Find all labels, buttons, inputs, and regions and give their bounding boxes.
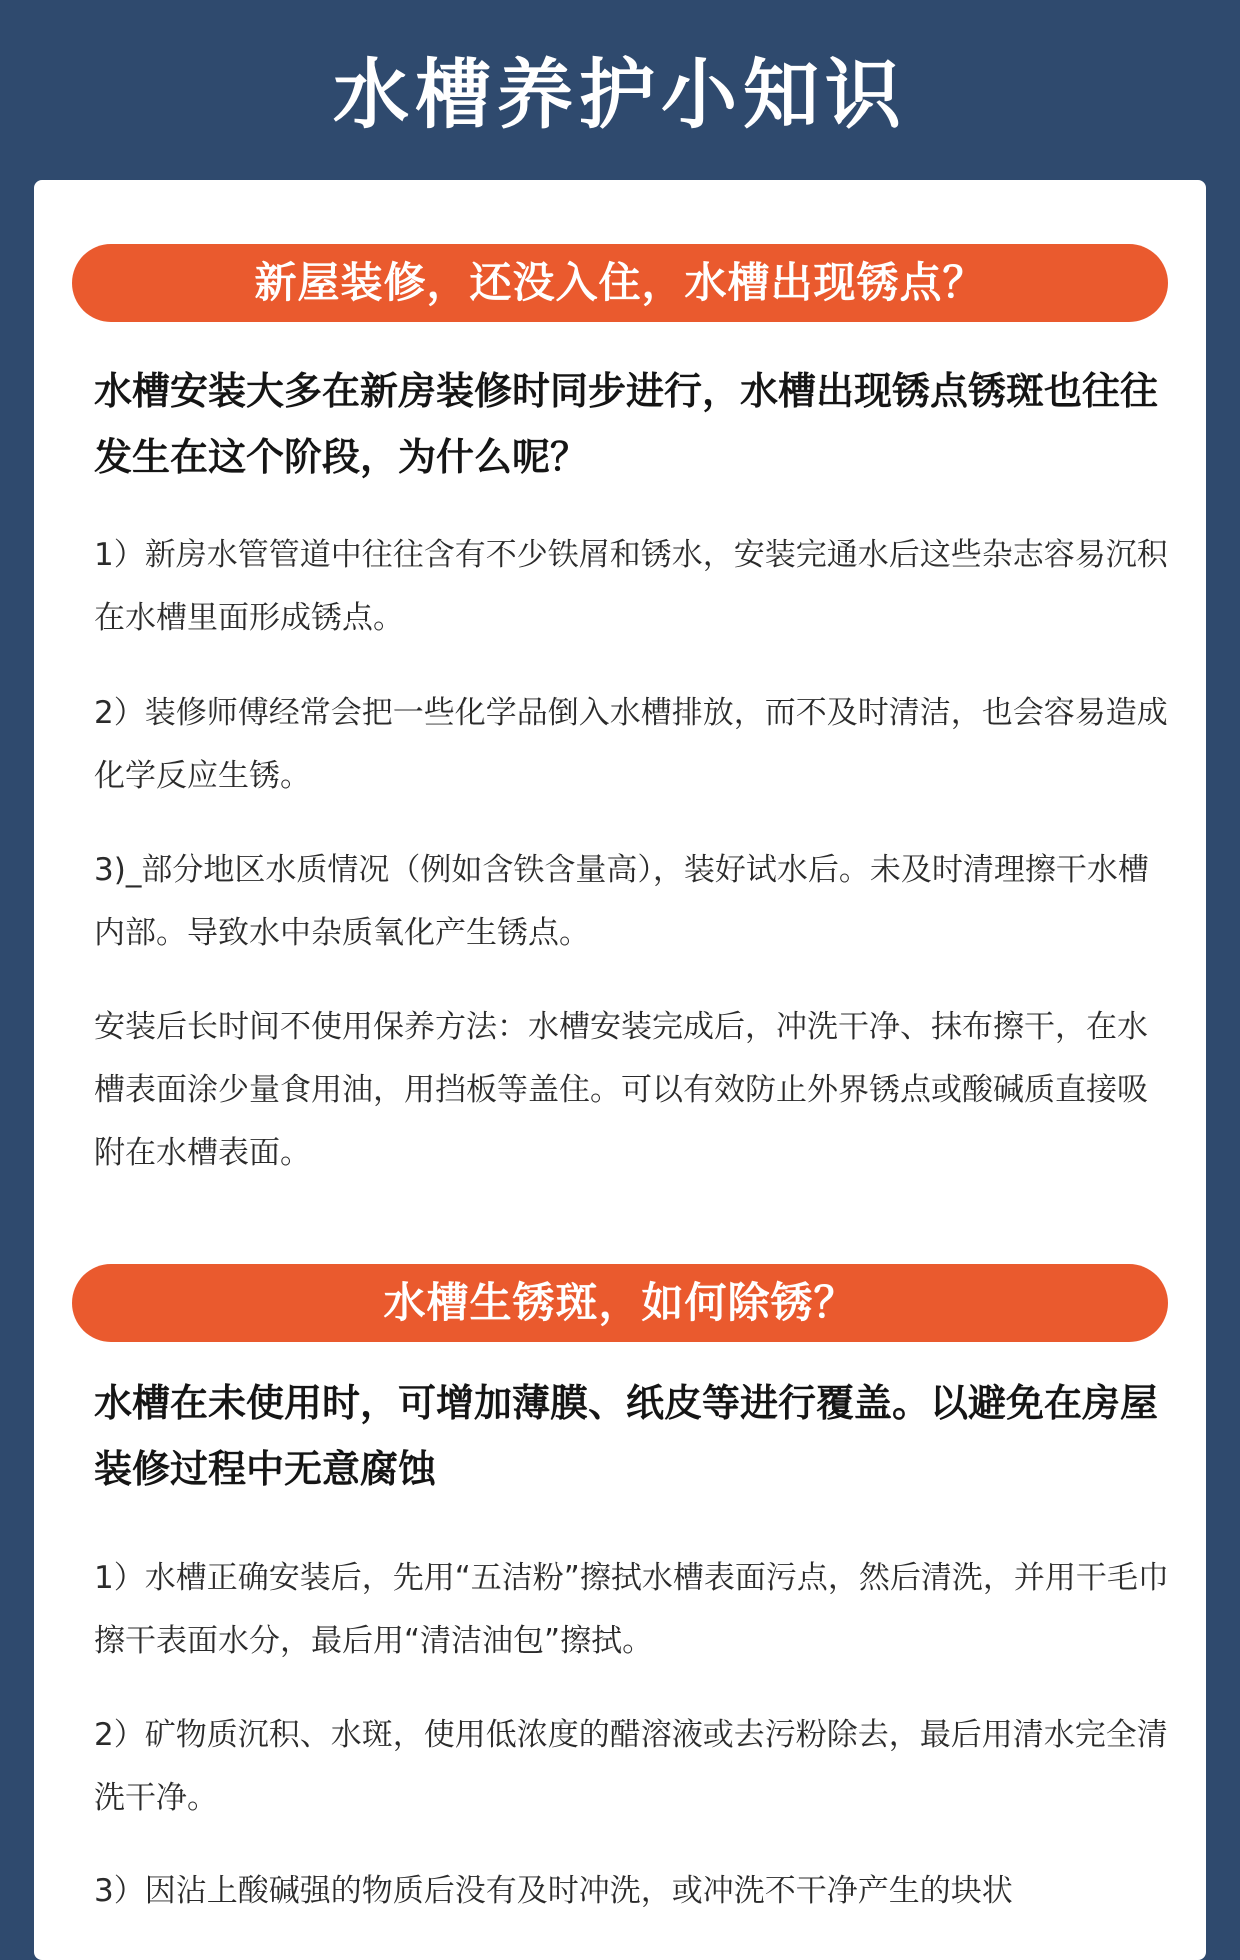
page-title: 水槽养护小知识 <box>333 50 907 139</box>
section-banner: 水槽生锈斑，如何除锈？ <box>72 1264 1168 1342</box>
paragraph: 1）新房水管管道中往往含有不少铁屑和锈水，安装完通水后这些杂志容易沉积在水槽里面形成锈点。 <box>94 537 1168 636</box>
paragraph: 3）因沾上酸碱强的物质后没有及时冲洗，或冲洗不干净产生的块状 <box>94 1873 1013 1909</box>
paragraph: 2）装修师傅经常会把一些化学品倒入水槽排放，而不及时清洁，也会容易造成化学反应生锈。 <box>94 695 1168 794</box>
paragraph: 1）水槽正确安装后，先用“五洁粉”擦拭水槽表面污点，然后清洗，并用干毛巾擦干表面水分，最后用“清洁油包”擦拭。 <box>94 1560 1169 1659</box>
section-banner: 新屋装修，还没入住，水槽出现锈点？ <box>72 244 1168 322</box>
paragraph: 2）矿物质沉积、水斑，使用低浓度的醋溶液或去污粉除去，最后用清水完全清洗干净。 <box>94 1717 1168 1816</box>
paragraph: 3)_部分地区水质情况（例如含铁含量高），装好试水后。未及时清理擦干水槽内部。导致水中杂质氧化产生锈点。 <box>94 852 1149 951</box>
paragraph: 安装后长时间不使用保养方法：水槽安装完成后，冲洗干净、抹布擦干，在水槽表面涂少量食用油，用挡板等盖住。可以有效防止外界锈点或酸碱质直接吸附在水槽表面。 <box>94 1009 1148 1171</box>
section-lead: 水槽在未使用时，可增加薄膜、纸皮等进行覆盖。以避免在房屋装修过程中无意腐蚀 <box>94 1381 1159 1491</box>
section-lead: 水槽安装大多在新房装修时同步进行，水槽出现锈点锈斑也往往发生在这个阶段，为什么呢？ <box>94 369 1159 479</box>
content-card <box>34 180 1206 1960</box>
